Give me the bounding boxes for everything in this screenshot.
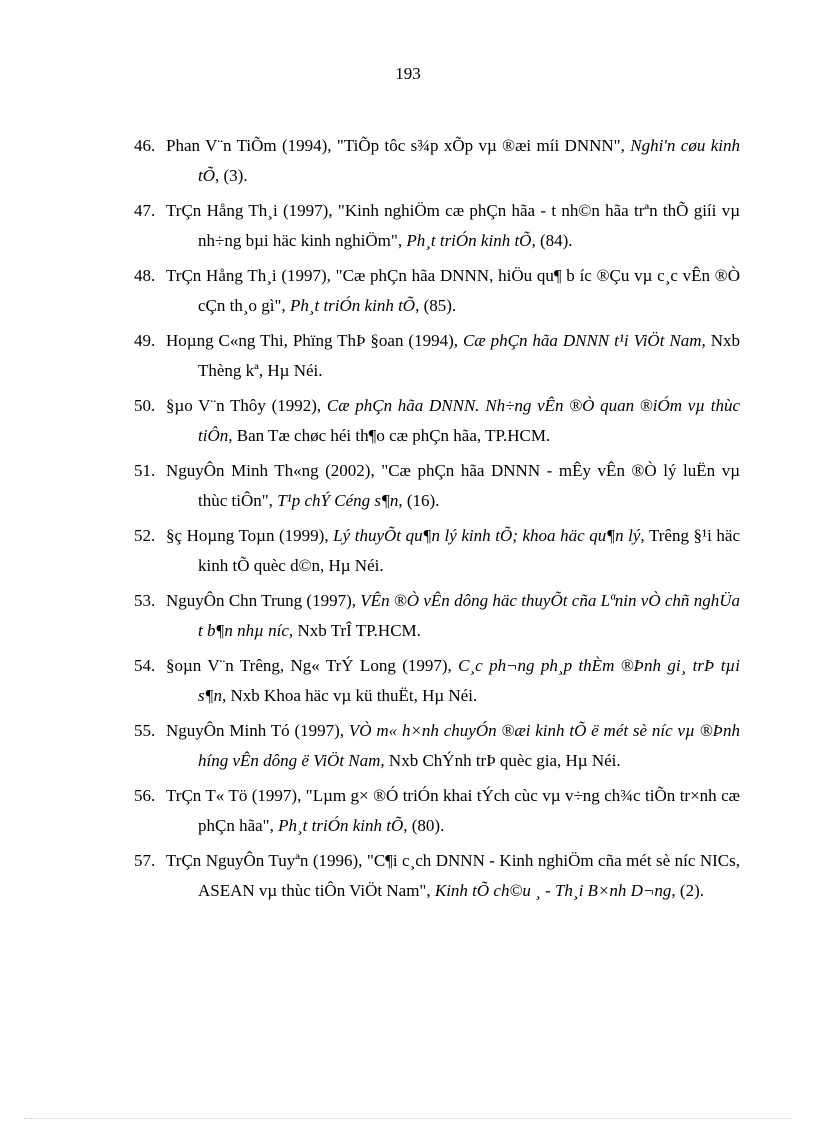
reference-text-part: NguyÔn Chn Trung (1997), — [166, 591, 361, 610]
reference-title-italic: Lý thuyÕt qu¶n lý kinh tÕ; khoa häc qu¶n lý, — [333, 526, 645, 545]
reference-title-italic: Ph¸t triÓn kinh tÕ — [406, 231, 532, 250]
reference-number: 46. — [134, 136, 156, 155]
reference-text — [166, 526, 740, 575]
reference-number: 51. — [134, 461, 156, 480]
reference-entry — [134, 846, 740, 906]
reference-number: 49. — [134, 331, 156, 350]
reference-number: 50. — [134, 396, 156, 415]
reference-text-part: , (85). — [415, 296, 457, 315]
reference-number: 47. — [134, 201, 156, 220]
reference-text — [166, 136, 740, 185]
reference-text-part: TrÇn Hång Th¸i (1997), "Cæ phÇn hãa DNNN, hiÖu qu¶ b íc ®Çu vµ c¸c vÊn ®Ò cÇn th¸o gì", — [166, 266, 740, 315]
reference-text-part: , (16). — [398, 491, 440, 510]
reference-entry — [134, 391, 740, 451]
reference-text-part: , (84). — [531, 231, 573, 250]
reference-text — [166, 331, 740, 380]
reference-text — [166, 266, 740, 315]
page-bottom-divider — [24, 1118, 792, 1119]
reference-text — [166, 461, 740, 510]
reference-title-italic: VÊn ®Ò vÊn dông häc thuyÕt cña Lªnin vÒ chñ nghÜa t b¶n nhµ níc, — [198, 591, 741, 640]
reference-title-italic: C¸c ph¬ng ph¸p thÈm ®Þnh gi¸ trÞ tµi s¶n, — [198, 656, 741, 705]
reference-entry — [134, 651, 740, 711]
reference-number: 55. — [134, 721, 156, 740]
reference-text-part: , (80). — [403, 816, 445, 835]
reference-text-part: Nxb TrÎ TP.HCM. — [293, 621, 421, 640]
page-number: 193 — [395, 64, 421, 83]
reference-text-part: TrÇn NguyÔn Tuyªn (1996), "C¶i c¸ch DNNN - Kinh nghiÖm cña mét sè níc NICs, ASEAN vµ thùc tiÔn ViÖt Nam", — [166, 851, 740, 900]
reference-title-italic: VÒ m« h×nh chuyÓn ®æi kinh tÕ ë mét sè níc vµ ®Þnh híng vÊn dông ë ViÖt Nam, — [198, 721, 740, 770]
reference-text-part: Phan V¨n TiÕm (1994), "TiÕp tôc s¾p xÕp vµ ®æi míi DNNN", — [166, 136, 631, 155]
reference-text-part: , (2). — [671, 881, 704, 900]
reference-text-part: Trêng §¹i häc kinh tÕ quèc d©n, Hµ Néi. — [198, 526, 741, 575]
reference-text-part: NguyÔn Minh Tó (1997), — [166, 721, 349, 740]
reference-entry — [134, 131, 740, 191]
reference-entry — [134, 261, 740, 321]
reference-number: 54. — [134, 656, 156, 675]
reference-number: 57. — [134, 851, 156, 870]
reference-title-italic: Nghi'n cøu kinh tÕ — [198, 136, 740, 185]
reference-entry — [134, 521, 740, 581]
reference-text-part: §oµn V¨n Trêng, Ng« TrÝ Long (1997), — [166, 656, 459, 675]
reference-text — [166, 396, 740, 445]
reference-text-part: TrÇn Hång Th¸i (1997), "Kinh nghiÖm cæ phÇn hãa - t nh©n hãa trªn thÕ giíi vµ nh÷ng bµi häc kinh nghiÖm", — [166, 201, 740, 250]
reference-text — [166, 851, 740, 900]
reference-text — [166, 201, 740, 250]
reference-text — [166, 786, 740, 835]
reference-title-italic: Ph¸t triÓn kinh tÕ — [289, 296, 416, 315]
reference-text-part: Nxb Thèng kª, Hµ Néi. — [198, 331, 740, 380]
reference-list — [134, 131, 740, 911]
reference-number: 53. — [134, 591, 156, 610]
reference-number: 48. — [134, 266, 156, 285]
reference-text-part: Hoµng C«ng Thi, Phïng ThÞ §oan (1994), — [166, 331, 463, 350]
reference-text-part: §µo V¨n Thôy (1992), — [166, 396, 327, 415]
reference-entry — [134, 326, 740, 386]
reference-number: 52. — [134, 526, 156, 545]
reference-title-italic: Kinh tÕ ch©u ¸ - Th¸i B×nh D¬ng — [434, 881, 672, 900]
reference-title-italic: Cæ phÇn hãa DNNN. Nh÷ng vÊn ®Ò quan ®iÓm vµ thùc tiÔn, — [198, 396, 741, 445]
reference-entry — [134, 781, 740, 841]
reference-entry — [134, 456, 740, 516]
reference-text — [166, 721, 740, 770]
reference-text — [166, 591, 740, 640]
reference-text-part: , (3). — [215, 166, 248, 185]
reference-text — [166, 656, 740, 705]
reference-title-italic: Ph¸t triÓn kinh tÕ — [278, 816, 404, 835]
reference-text-part: §ç Hoµng Toµn (1999), — [166, 526, 334, 545]
reference-text-part: NguyÔn Minh Th«ng (2002), "Cæ phÇn hãa DNNN - mÊy vÊn ®Ò lý luËn vµ thùc tiÔn", — [166, 461, 740, 510]
reference-entry — [134, 586, 740, 646]
reference-entry — [134, 196, 740, 256]
reference-title-italic: Cæ phÇn hãa DNNN t¹i ViÖt Nam, — [462, 331, 706, 350]
reference-entry — [134, 716, 740, 776]
reference-text-part: Nxb Khoa häc vµ kü thuËt, Hµ Néi. — [226, 686, 478, 705]
reference-number: 56. — [134, 786, 156, 805]
reference-text-part: Ban Tæ chøc héi th¶o cæ phÇn hãa, TP.HCM. — [232, 426, 551, 445]
reference-title-italic: T¹p chÝ Céng s¶n — [277, 491, 399, 510]
reference-text-part: Nxb ChÝnh trÞ quèc gia, Hµ Néi. — [384, 751, 621, 770]
reference-text-part: TrÇn T« Tö (1997), "Lµm g× ®Ó triÓn khai tÝch cùc vµ v÷ng ch¾c tiÕn tr×nh cæ phÇn hãa", — [166, 786, 740, 835]
